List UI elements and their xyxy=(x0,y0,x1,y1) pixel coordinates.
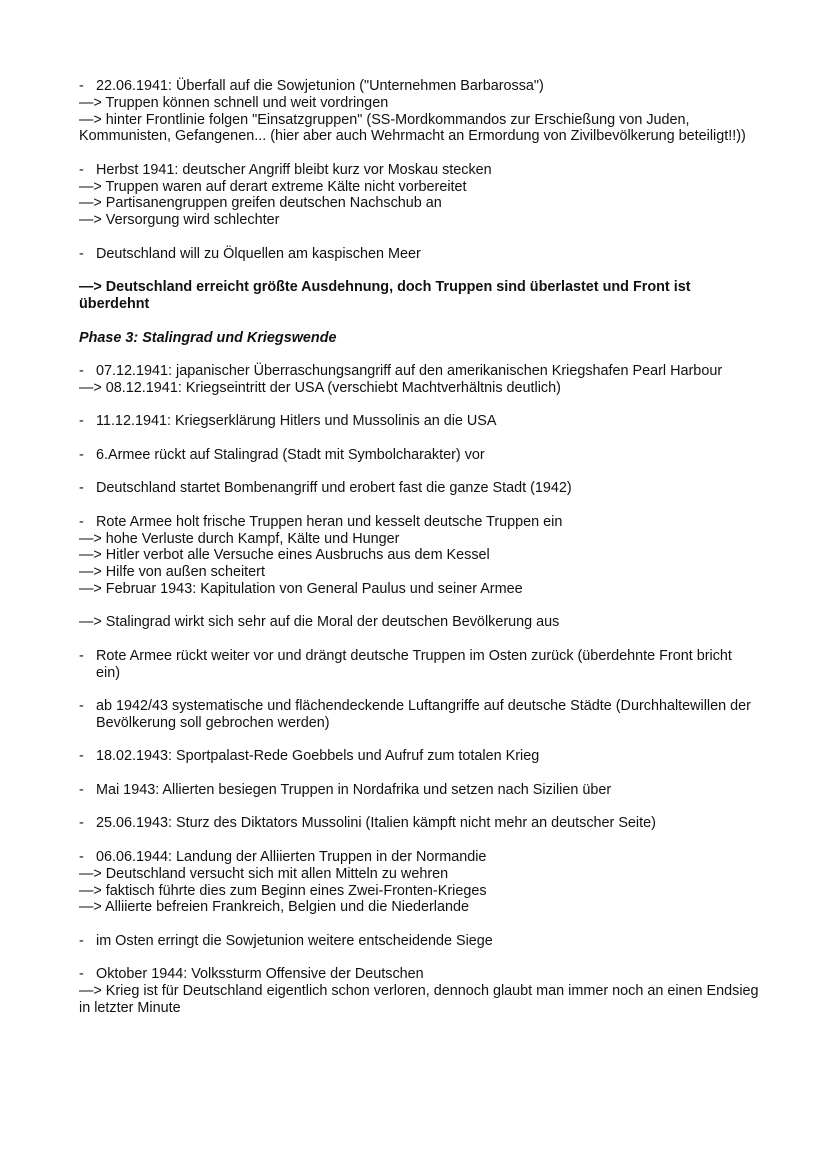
bullet-text: 06.06.1944: Landung der Alliierten Truppen in der Normandie xyxy=(96,848,487,865)
arrow-line: —> Partisanengruppen greifen deutschen Nachschub an xyxy=(79,195,442,212)
list-item xyxy=(79,413,759,430)
bullet-line xyxy=(79,246,759,263)
bullet-line xyxy=(79,447,759,464)
bullet-text: Oktober 1944: Volkssturm Offensive der Deutschen xyxy=(96,966,424,983)
list-item xyxy=(79,782,759,799)
arrow-line: —> Truppen waren auf derart extreme Kälte nicht vorbereitet xyxy=(79,178,467,195)
bullet-line xyxy=(79,413,759,430)
bullet-dash: - xyxy=(79,932,84,949)
bullet-text: 25.06.1943: Sturz des Diktators Mussolini (Italien kämpft nicht mehr an deutscher Seite) xyxy=(96,815,656,832)
bullet-dash: - xyxy=(79,815,84,832)
document-body xyxy=(79,78,759,1033)
list-item xyxy=(79,698,759,732)
bullet-line xyxy=(79,480,759,497)
arrow-line: —> hohe Verluste durch Kampf, Kälte und Hunger xyxy=(79,530,400,547)
bullet-dash: - xyxy=(79,781,84,798)
bullet-dash: - xyxy=(79,413,84,430)
bullet-text: Deutschland will zu Ölquellen am kaspischen Meer xyxy=(96,245,421,262)
section-heading: Phase 3: Stalingrad und Kriegswende xyxy=(79,329,337,346)
bullet-dash: - xyxy=(79,446,84,463)
arrow-line: —> Deutschland versucht sich mit allen Mitteln zu wehren xyxy=(79,865,449,882)
bullet-line xyxy=(79,514,759,531)
arrow-line: —> Versorgung wird schlechter xyxy=(79,212,280,229)
arrow-line: —> hinter Frontlinie folgen "Einsatzgruppen" (SS-Mordkommandos zur Erschießung von Juden, Kommunisten, Gefangenen... (hier aber auch Wehrmacht an Ermordung von Zivilbevölkerung beteiligt!!)) xyxy=(79,111,746,145)
bullet-dash: - xyxy=(79,78,84,94)
list-item xyxy=(79,246,759,263)
bullet-text: Rote Armee rückt weiter vor und drängt deutsche Truppen im Osten zurück (überdehnte Front bricht ein) xyxy=(96,647,732,681)
arrow-line: —> 08.12.1941: Kriegseintritt der USA (verschiebt Machtverhältnis deutlich) xyxy=(79,379,561,396)
bullet-line xyxy=(79,78,759,95)
bullet-dash: - xyxy=(79,245,84,262)
arrow-line: —> faktisch führte dies zum Beginn eines Zwei-Fronten-Krieges xyxy=(79,882,487,899)
bullet-text: Rote Armee holt frische Truppen heran und kesselt deutsche Truppen ein xyxy=(96,513,563,530)
bullet-line xyxy=(79,815,759,832)
bullet-dash: - xyxy=(79,513,84,530)
list-item xyxy=(79,480,759,497)
arrow-line: —> Alliierte befreien Frankreich, Belgien und die Niederlande xyxy=(79,899,469,916)
list-item xyxy=(79,614,759,631)
bullet-line xyxy=(79,782,759,799)
bullet-line xyxy=(79,966,759,983)
bullet-text: 22.06.1941: Überfall auf die Sowjetunion ("Unternehmen Barbarossa") xyxy=(96,78,544,94)
bullet-dash: - xyxy=(79,848,84,865)
list-item xyxy=(79,815,759,832)
bullet-line xyxy=(79,849,759,866)
bullet-dash: - xyxy=(79,748,84,765)
bullet-line xyxy=(79,648,759,682)
bullet-text: Deutschland startet Bombenangriff und erobert fast die ganze Stadt (1942) xyxy=(96,480,572,497)
bullet-text: 18.02.1943: Sportpalast-Rede Goebbels und Aufruf zum totalen Krieg xyxy=(96,748,540,765)
list-item xyxy=(79,648,759,682)
bullet-dash: - xyxy=(79,161,84,178)
arrow-line: —> Stalingrad wirkt sich sehr auf die Moral der deutschen Bevölkerung aus xyxy=(79,614,560,631)
bullet-text: 07.12.1941: japanischer Überraschungsangriff auf den amerikanischen Kriegshafen Pearl Harbour xyxy=(96,363,723,379)
bullet-text: 11.12.1941: Kriegserklärung Hitlers und Mussolinis an die USA xyxy=(96,413,497,430)
bullet-text: im Osten erringt die Sowjetunion weitere entscheidende Siege xyxy=(96,932,493,949)
arrow-line: —> Krieg ist für Deutschland eigentlich schon verloren, dennoch glaubt man immer noch an einen Endsieg in letzter Minute xyxy=(79,983,759,1016)
list-item xyxy=(79,966,759,1016)
bullet-line xyxy=(79,363,759,380)
bullet-line xyxy=(79,748,759,765)
arrow-line: —> Hilfe von außen scheitert xyxy=(79,564,265,581)
list-item xyxy=(79,748,759,765)
list-item xyxy=(79,514,759,598)
arrow-line: —> Februar 1943: Kapitulation von General Paulus und seiner Armee xyxy=(79,580,523,597)
list-item xyxy=(79,363,759,397)
bullet-dash: - xyxy=(79,363,84,379)
arrow-line: —> Truppen können schnell und weit vordringen xyxy=(79,94,389,111)
arrow-line: —> Hitler verbot alle Versuche eines Ausbruchs aus dem Kessel xyxy=(79,547,490,564)
bullet-line xyxy=(79,933,759,950)
list-item xyxy=(79,78,759,145)
bullet-dash: - xyxy=(79,480,84,497)
list-item xyxy=(79,162,759,229)
bullet-dash: - xyxy=(79,647,84,664)
conclusion-text: —> Deutschland erreicht größte Ausdehnung, doch Truppen sind überlastet und Front ist überdehnt xyxy=(79,279,691,313)
bullet-line xyxy=(79,698,759,732)
bullet-dash: - xyxy=(79,698,84,715)
list-item xyxy=(79,849,759,916)
list-item xyxy=(79,933,759,950)
bullet-text: Mai 1943: Allierten besiegen Truppen in Nordafrika und setzen nach Sizilien über xyxy=(96,781,612,798)
bullet-text: Herbst 1941: deutscher Angriff bleibt kurz vor Moskau stecken xyxy=(96,161,492,178)
bullet-dash: - xyxy=(79,966,84,983)
list-item xyxy=(79,447,759,464)
bullet-text: 6.Armee rückt auf Stalingrad (Stadt mit Symbolcharakter) vor xyxy=(96,446,485,463)
bullet-line xyxy=(79,162,759,179)
bullet-text: ab 1942/43 systematische und flächendeckende Luftangriffe auf deutsche Städte (Durchhaltewillen der Bevölkerung soll gebrochen werden) xyxy=(96,698,751,731)
